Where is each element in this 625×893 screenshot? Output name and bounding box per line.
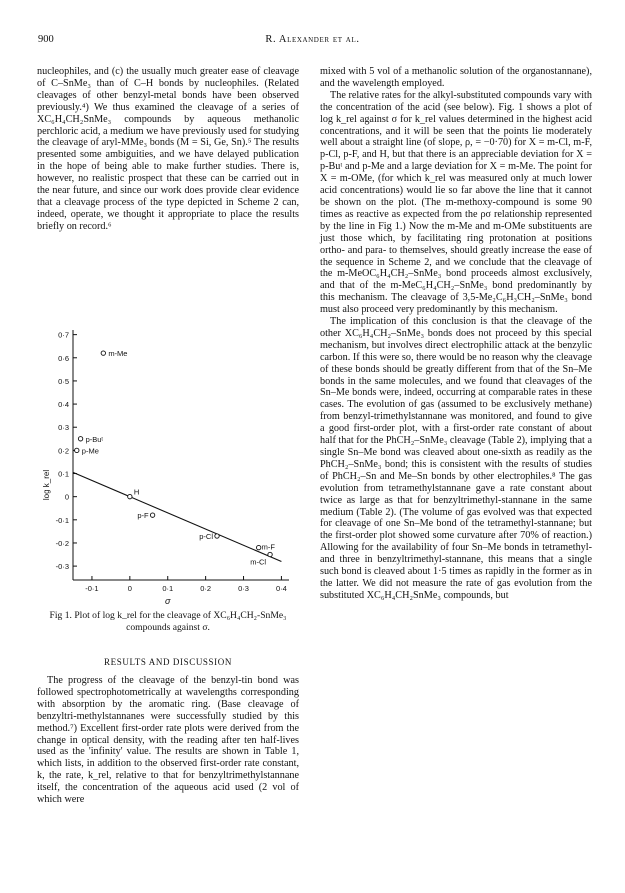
data-point-label: H <box>133 487 140 497</box>
x-tick-label: 0 <box>127 584 132 593</box>
figure-1 <box>37 320 299 610</box>
x-tick-label: 0·2 <box>200 584 212 593</box>
data-point-m-F <box>256 545 260 549</box>
y-tick-label: 0·1 <box>58 469 69 479</box>
right-column <box>320 66 592 602</box>
data-point-p-F <box>150 513 154 517</box>
y-tick-label: -0·2 <box>55 538 69 548</box>
data-point-label: p-Cl <box>199 532 213 542</box>
y-tick-label: 0·5 <box>58 376 69 386</box>
y-tick-label: 0·7 <box>58 330 69 340</box>
y-tick-label: -0·1 <box>55 515 69 525</box>
y-tick-label: 0·4 <box>58 400 69 410</box>
y-tick-label: 0·6 <box>58 353 69 363</box>
data-point-p-Me <box>75 448 79 452</box>
figure-caption: Fig 1. Plot of log k_rel for the cleavage of XC₆H₄CH₂-SnMe₃ compounds against σ. <box>49 610 287 633</box>
paragraph: The progress of the cleavage of the benzyl-tin bond was followed spectrophotometrically at wavelengths corresponding with absorption by the aromatic ring. (Base cleavage of benzyltri-methylstannanes were successfully studied by this method.⁷) Excellent first-order rate plots were derived from the change in optical density, with the reading after ten half-lives used as the 'infinity' value. The results are shown in Table 1, which lists, in addition to the observed first-order rate constant, k, the rate, k_rel, relative to that for benzyltrimethylstannane itself, the concentration of the aqueous acid used (2 vol of which were <box>37 675 299 806</box>
data-point-label: m-Cl <box>250 557 267 567</box>
left-column-lower <box>37 675 299 806</box>
left-column <box>37 66 299 233</box>
page-number: 900 <box>38 34 54 45</box>
section-heading: RESULTS AND DISCUSSION <box>104 657 232 667</box>
data-point-m-Cl <box>268 552 272 556</box>
y-axis-label: log k_rel <box>42 469 51 501</box>
x-tick-label: 0·1 <box>162 584 174 593</box>
data-point-label: p-Me <box>81 446 99 456</box>
x-tick-label: -0·1 <box>85 584 99 593</box>
data-point-p-Bu- <box>78 437 82 441</box>
page-header <box>38 34 587 50</box>
data-point-label: m-F <box>261 542 276 552</box>
data-point-H <box>128 494 132 498</box>
paragraph: mixed with 5 vol of a methanolic solution of the organostannane), and the wavelength employed. <box>320 66 592 89</box>
data-point-label: p-Buᵗ <box>85 434 104 444</box>
data-point-p-Cl <box>215 534 219 538</box>
paragraph: The relative rates for the alkyl-substituted compounds vary with the concentration of the acid (see below). Fig. 1 shows a plot of log k_rel against σ for k_rel values determined in the highest acid concentrations, and it will be seen that the points lie moderately well about a straight line (of slope, ρ, = −0·70) for X = m-Cl, m-F, p-Cl, p-F, and H, but that there is an appreciable deviation for X = p-Buᵗ and p-Me and a large deviation for X = m-Me. The point for X = m-OMe, (for which k_rel was measured only at much lower acid concentrations) would lie so far above the line that it cannot be shown on the plot. (The m-methoxy-compound is some 90 times as reactive as expected from the ρσ relationship represented by the line in Fig 1.) Now the m-Me and m-OMe substituents are just those which, by facilitating ring protonation at positions ortho- and para- to themselves, should greatly increase the ease of the sequence in Scheme 2, and we conclude that the cleavage of the m-MeOC₆H₄CH₂–SnMe₃ bond proceeds almost exclusively, and that of the m-MeC₆H₄CH₂–SnMe₃ bond predominantly by this mechanism. The cleavage of 3,5-Me₂C₆H₃CH₂–SnMe₃ bond must also proceed very predominantly by this mechanism. <box>320 89 592 316</box>
paragraph: The implication of this conclusion is that the cleavage of the other XC₆H₄CH₂–SnMe₃ bonds does not proceed by this special mechanism, but involves direct electrophilic attack at the benzylic carbon. If this were so, there would be no reason why the cleavage of these bonds should be greatly different from that of the Sn–Me bonds in the same molecules, and we found that cleavages of the Sn–Me bonds were, indeed, occurring at comparable rates in these cases. The evolution of gas (assumed to be exclusively methane) from benzyl-trimethylstannane was monitored, and found to give a good first-order plot, with a first-order rate constant of about half that for the PhCH₂–SnMe₃ cleavage (Table 2), implying that a single Sn–Me bond was cleaved about one-sixth as readily as the PhCH₂–SnMe₃ bond; this is consistent with the results of studies of PhCH₂–Sn and Me–Sn bonds by other electrophiles.⁸ The gas evolution from tetramethylstannane gave a rate constant about twice as large as that for benzyltrimethyl-stannane in the same medium (Table 2). (The volume of gas evolved was that expected for cleavage of one Sn–Me bond of the tetramethyl-stannane; but the first-order plot showed some curvature after 70% of reaction.) Allowing for the availability of four Sn–Me bonds in tetramethyl-and three in benzyltrimethyl-stannane, this means that a single such bond is cleaved about 1·5 times as rapidly in the former as in the latter. We did not measure the rate of gas evolution from the substituted XC₆H₄CH₂SnMe₃ compounds, but <box>320 316 592 601</box>
data-point-label: m-Me <box>108 349 128 359</box>
y-tick-label: 0·2 <box>58 446 69 456</box>
paragraph: nucleophiles, and (c) the usually much greater ease of cleavage of C–SnMe₃ than of C–H bonds by nucleophiles. (Related cleavages of other benzyl-metal bonds have been observed previously.⁴) We thus examined the cleavage of a series of XC₆H₄CH₂SnMe₃ compounds by aqueous methanolic perchloric acid, a medium we have previously used for studying the cleavage of aryl-MMe₃ bonds (M = Si, Ge, Sn).⁵ The results presented some ambiguities, and we have delayed publication in the hope of being able to make further studies. There is, however, no realistic prospect that these can be carried out in the near future, and since our work does provide clear evidence that a cleavage process of the type depicted in Scheme 2 can, indeed, operate, we thought it appropriate to place the results briefly on record.⁶ <box>37 66 299 232</box>
x-tick-label: 0·4 <box>275 584 287 593</box>
data-point-m-Me <box>101 351 105 355</box>
y-tick-label: -0·3 <box>55 562 69 572</box>
data-point-label: p-F <box>137 511 149 521</box>
y-tick-label: 0 <box>64 492 69 502</box>
chart-log-krel-vs-sigma <box>37 320 299 610</box>
x-axis-label: σ <box>165 596 171 606</box>
fit-line <box>73 472 281 561</box>
x-tick-label: 0·3 <box>238 584 249 593</box>
y-tick-label: 0·3 <box>58 423 69 433</box>
running-head: R. Alexander et al. <box>265 34 360 45</box>
